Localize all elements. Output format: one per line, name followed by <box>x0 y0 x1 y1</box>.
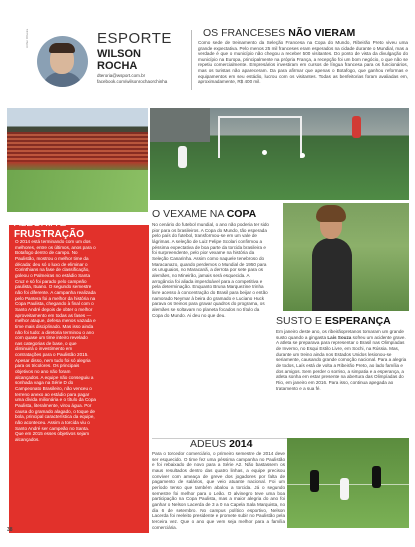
susto-body <box>276 329 409 391</box>
copa-headline-bold: COPA <box>226 208 257 220</box>
player-figure <box>310 470 319 492</box>
training-goal <box>218 116 302 158</box>
adeus-body: Para o torcedor comerciário, o primeiro semestre de 2014 deve ser esquecido. O time fez uma péssima campanha no Paulistão e foi rebaixado de novo para a Série A2. Não bastassem os maus resultados dentro das quatro linhas, a equipe precisou conviver com ameaça de greve dos jogadores por falta de pagamento de salários, que veio atuante nacional. Foi um período tenso que também abalou a torcida. Já o segundo semestre foi melhor para o Leão. O alvinegro teve uma boa participação na Copa Paulista, mas a maior alegria do ano foi ganhar o Nelson Lacerda de 3 a 0 na Capela Sala Marquista, no dia 6 de setembro. No campus político esportivo, Nelson Lacerda foi reeleito presidente e promete subir no Paulistão pela terceira vez. Que o ano que vem seja melhor para a família comerciária. <box>152 451 285 530</box>
france-body: Como sede de treinamento da Seleção Francesa na Copa do Mundo, Ribeirão Preto viveu uma grande expectativa. Pelo menos 25 mil franceses eram esperados na cidade durante o Mundial, mas a verdade é que o município não chegou a receber 500 visitantes. Do ponto de vista da divulgação do município na Europa, principalmente na própria França, a recepção foi um bom negócio, o que não se repetiu comercialmente. Empresários investiram em cursos de língua francesa para os funcionários, mas os turistas não apareceram. Da para afirmar que apenas o Botafogo, que ganhou reformas e equipamentos em seu estádio, lucrou com os visitantes. Todas as benfeitorias foram avaliadas em, aproximadamente, R$ 400 mil. <box>198 40 408 85</box>
susto-headline-light: SUSTO E <box>276 315 325 327</box>
alegria-headline-line2: FRUSTRAÇÃO <box>14 229 84 240</box>
columnist-name: WILSON ROCHA <box>97 48 141 72</box>
stadium-stands <box>7 132 148 162</box>
alegria-headline-line1: ALEGRIA E <box>14 218 67 229</box>
training-stands <box>150 108 210 142</box>
columnist-photo <box>37 36 88 87</box>
copa-body: No cenário do futebol mundial, o ano não poderia ter sido pior para os brasileiros. A Copa do Mundo, tão esperada pelo país do futebol, transformou-se em um vale de lágrimas. A seleção de Luiz Felipe Scolari confirmou a péssima expectativa de boa parte da torcida brasileira e foi surpreendente, pelo pior vexame na história da Seleção Canarinha. Assim como naquele tenebroso do Maracanazo, quando perdemos o Mundial de 1950 para os uruguaios, no Maracanã, a derrota por sete para os alemães, no Mineirão, jamais será esquecida. A arrogância foi aliada imperdoável para a competitiva e pela determinação. Enquanto Bruna Marquezine trinha livre acesso à concentração do Brasil para beijar o então namorado Neymar à beira do gramado e Luciano Huck parava os treinos para gravar quadros do programa, os alemães se soltavam no planeta focados no título da Copa do Mundo. Ai deu no que deu. <box>152 222 269 318</box>
columnist-contact <box>97 73 167 85</box>
columnist-facebook[interactable]: facebook.com/wilsonrochaorchinha <box>97 79 168 84</box>
section-title: ESPORTE <box>97 30 172 47</box>
copa-headline <box>152 208 256 220</box>
player-figure <box>340 478 349 500</box>
player-figure <box>372 466 381 488</box>
photo-credit: Arthur Oliveira <box>25 28 29 48</box>
susto-body-name: Laís Souza <box>327 334 352 340</box>
player-figure <box>178 146 187 168</box>
adeus-headline-bold: 2014 <box>229 438 253 450</box>
susto-headline-bold: ESPERANÇA <box>324 315 391 327</box>
copa-headline-light: O VEXAME NA <box>152 208 227 220</box>
susto-body-part2: sofreu um acidente grave. A atleta se preparava para representar o Brasil nas Olimpíadas de Inverno, no Esqui Estilo Livre, em Sochi, na Rússia. Mas, durante um treino ainda nos Estados Unidos lesionou-se seriamente, causando grande comoção nacional. Para a alegria de todos, Laís está de volta a Ribeirão Preto, ao lado família e dos amigos. Sem perder o sorriso, a simpatia e a esperança, a atleta sonha em estar presente na abertura das Olimpíadas do Rio, em janeiro em 2016. Para isso, continua apegada ao tratamento e a sua fé. <box>276 334 407 391</box>
athlete-hair <box>316 205 346 222</box>
stadium-field <box>7 170 148 212</box>
france-headline-light: OS FRANCESES <box>203 27 289 39</box>
alegria-body: O 2014 está terminando com um dos melhores, entre os últimos, anos para o Botafogo dentro de campo. No Paulistão, mostrou o melhor time da década: deu só o luxo de eliminar o Corinthians na fase de classificação, goleou o Palmeiras no estádio Santa Cruz e só foi parado pelo campeão paulista, Ituano. O segundo semestre não foi diferente. A campanha realizada pelo Pantera foi a melhor da história na Copa Paulista, chegando à final com o Santo André depois de obter o melhor aproveitamento em todas as fases — melhor ataque, defesa menos vazada e time mais disciplinado. Mas isso ainda não foi tudo: a diretoria terminou o ano com quase um time inteiro revelado nas categorias de base, o que diminuirá o investimento em contratações para o Paulistão 2015. Apesar disso, nem tudo foi só alegria para os tricolores. Os principais objetivos no ano não foram alcançados. A equipe não conseguiu a sonhada vaga na Série D do Campeonato Brasileiro, não venceu o terreno anexo ao estádio para pagar uma dívida milionária e o título da Copa Paulista, literalmente, virou água. Por causa do gramado alagado, o toque de bola, principal característica da equipe, não aconteceu. Assim a torcida viu o Santo André ser campeão no Santa. Que em 2015 esses objetivos sejam alcançados. <box>15 239 96 442</box>
susto-headline <box>276 315 391 327</box>
ball <box>262 150 267 155</box>
adeus-headline-light: ADEUS <box>190 438 230 450</box>
athlete-figure <box>312 238 352 311</box>
player-figure <box>352 116 361 138</box>
france-headline-bold: NÃO VIERAM <box>288 27 356 39</box>
columnist-email[interactable]: dteroria@wsport.com.br <box>97 73 146 78</box>
ball <box>300 153 305 158</box>
adeus-headline <box>190 438 252 450</box>
susto-body-part1: Em janeiro deste ano, os ribeirãopretanos tomaram um grande susto quando a gingasta <box>276 329 404 340</box>
alegria-headline <box>14 218 84 240</box>
header-divider <box>191 30 192 90</box>
france-headline <box>203 27 355 39</box>
page-number: 38 <box>7 527 13 533</box>
